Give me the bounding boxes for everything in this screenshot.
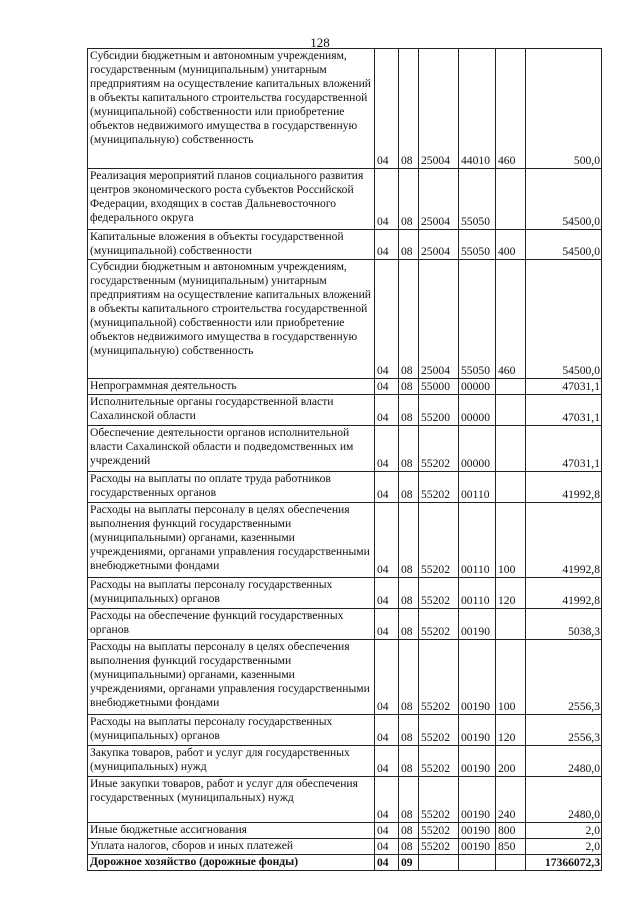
row-description: Расходы на выплаты персоналу государственных (муниципальных) органов: [88, 715, 375, 746]
section-code: 04: [375, 169, 399, 230]
table-row: [88, 169, 602, 230]
section-code: 04: [375, 503, 399, 578]
amount-value: 2556,3: [526, 640, 602, 715]
program-code: 55202: [419, 640, 459, 715]
direction-code: 00110: [459, 472, 496, 503]
subsection-code: 08: [399, 379, 419, 395]
subsection-code: 08: [399, 746, 419, 777]
direction-code: 00190: [459, 823, 496, 839]
table-row: [88, 472, 602, 503]
section-code: 04: [375, 379, 399, 395]
subsection-code: 08: [399, 395, 419, 426]
row-description: Субсидии бюджетным и автономным учреждениям, государственным (муниципальным) унитарным предприятиям на осуществление капитальных вложений в объекты капитального строительства государственной (муниципальной) собственности или приобретение объектов недвижимого имущества в государственную (муниципальную) собственность: [88, 49, 375, 169]
program-code: 25004: [419, 49, 459, 169]
amount-value: 2556,3: [526, 715, 602, 746]
program-code: 55202: [419, 715, 459, 746]
expense-type-code: 240: [496, 777, 526, 823]
direction-code: 00190: [459, 609, 496, 640]
direction-code: 00000: [459, 395, 496, 426]
table-row: [88, 715, 602, 746]
program-code: 55200: [419, 395, 459, 426]
program-code: 55202: [419, 578, 459, 609]
section-code: 04: [375, 609, 399, 640]
direction-code: 00110: [459, 503, 496, 578]
direction-code: 00190: [459, 640, 496, 715]
section-code: 04: [375, 839, 399, 855]
row-description: Иные закупки товаров, работ и услуг для обеспечения государственных (муниципальных) нужд: [88, 777, 375, 823]
program-code: 25004: [419, 230, 459, 260]
amount-value: 54500,0: [526, 260, 602, 379]
row-description: Капитальные вложения в объекты государственной (муниципальной) собственности: [88, 230, 375, 260]
section-code: 04: [375, 260, 399, 379]
amount-value: 2,0: [526, 839, 602, 855]
expense-type-code: 460: [496, 49, 526, 169]
subsection-code: 08: [399, 426, 419, 472]
expense-type-code: 200: [496, 746, 526, 777]
expense-type-code: 120: [496, 715, 526, 746]
table-row: [88, 578, 602, 609]
row-description: Обеспечение деятельности органов исполнительной власти Сахалинской области и подведомственных им учреждений: [88, 426, 375, 472]
amount-value: 2,0: [526, 823, 602, 839]
section-code: 04: [375, 777, 399, 823]
direction-code: 00000: [459, 379, 496, 395]
section-code: 04: [375, 472, 399, 503]
amount-value: 41992,8: [526, 578, 602, 609]
expense-type-code: [496, 609, 526, 640]
row-description: Расходы на выплаты по оплате труда работников государственных органов: [88, 472, 375, 503]
table-row: [88, 426, 602, 472]
table-row: [88, 260, 602, 379]
program-code: 25004: [419, 169, 459, 230]
amount-value: 2480,0: [526, 746, 602, 777]
program-code: 55202: [419, 426, 459, 472]
table-row: [88, 49, 602, 169]
row-description: Исполнительные органы государственной власти Сахалинской области: [88, 395, 375, 426]
amount-value: 41992,8: [526, 472, 602, 503]
table-row: [88, 640, 602, 715]
program-code: 55202: [419, 746, 459, 777]
amount-value: 41992,8: [526, 503, 602, 578]
amount-value: 2480,0: [526, 777, 602, 823]
subsection-code: 08: [399, 49, 419, 169]
expense-type-code: 100: [496, 503, 526, 578]
direction-code: 00190: [459, 746, 496, 777]
table-row: [88, 855, 602, 871]
amount-value: 47031,1: [526, 395, 602, 426]
row-description: Расходы на выплаты персоналу в целях обеспечения выполнения функций государственными (муниципальными) органами, казенными учреждениями, органами управления государственными внебюджетными фондами: [88, 503, 375, 578]
amount-value: 17366072,3: [526, 855, 602, 871]
row-description: Уплата налогов, сборов и иных платежей: [88, 839, 375, 855]
table-row: [88, 609, 602, 640]
amount-value: 54500,0: [526, 230, 602, 260]
subsection-code: 08: [399, 715, 419, 746]
section-code: 04: [375, 823, 399, 839]
program-code: [419, 855, 459, 871]
table-row: [88, 379, 602, 395]
direction-code: 55050: [459, 169, 496, 230]
subsection-code: 08: [399, 260, 419, 379]
direction-code: 00000: [459, 426, 496, 472]
table-row: [88, 823, 602, 839]
row-description: Закупка товаров, работ и услуг для государственных (муниципальных) нужд: [88, 746, 375, 777]
expense-type-code: 460: [496, 260, 526, 379]
program-code: 55202: [419, 839, 459, 855]
subsection-code: 08: [399, 169, 419, 230]
direction-code: [459, 855, 496, 871]
amount-value: 54500,0: [526, 169, 602, 230]
expense-type-code: 800: [496, 823, 526, 839]
section-code: 04: [375, 640, 399, 715]
expense-type-code: [496, 472, 526, 503]
direction-code: 00190: [459, 715, 496, 746]
program-code: 25004: [419, 260, 459, 379]
program-code: 55202: [419, 503, 459, 578]
section-code: 04: [375, 395, 399, 426]
program-code: 55202: [419, 609, 459, 640]
table-body: [88, 49, 602, 871]
direction-code: 00190: [459, 839, 496, 855]
subsection-code: 08: [399, 640, 419, 715]
amount-value: 5038,3: [526, 609, 602, 640]
row-description: Реализация мероприятий планов социального развития центров экономического роста субъектов Российской Федерации, входящих в состав Дальневосточного федерального округа: [88, 169, 375, 230]
subsection-code: 08: [399, 839, 419, 855]
section-code: 04: [375, 746, 399, 777]
row-description: Расходы на выплаты персоналу государственных (муниципальных) органов: [88, 578, 375, 609]
section-code: 04: [375, 230, 399, 260]
row-description: Расходы на выплаты персоналу в целях обеспечения выполнения функций государственными (муниципальными) органами, казенными учреждениями, органами управления государственными внебюджетными фондами: [88, 640, 375, 715]
amount-value: 500,0: [526, 49, 602, 169]
program-code: 55202: [419, 472, 459, 503]
subsection-code: 08: [399, 823, 419, 839]
subsection-code: 08: [399, 777, 419, 823]
expense-type-code: 100: [496, 640, 526, 715]
budget-table: [87, 48, 602, 871]
row-description: Дорожное хозяйство (дорожные фонды): [88, 855, 375, 871]
table-row: [88, 746, 602, 777]
table-row: [88, 839, 602, 855]
expense-type-code: [496, 379, 526, 395]
page-number: 128: [310, 35, 330, 50]
program-code: 55000: [419, 379, 459, 395]
section-code: 04: [375, 855, 399, 871]
table-row: [88, 503, 602, 578]
subsection-code: 08: [399, 472, 419, 503]
table-row: [88, 395, 602, 426]
expense-type-code: 400: [496, 230, 526, 260]
table-row: [88, 230, 602, 260]
row-description: Иные бюджетные ассигнования: [88, 823, 375, 839]
expense-type-code: [496, 855, 526, 871]
row-description: Субсидии бюджетным и автономным учреждениям, государственным (муниципальным) унитарным предприятиям на осуществление капитальных вложений в объекты капитального строительства государственной (муниципальной) собственности или приобретение объектов недвижимого имущества в государственную (муниципальную) собственность: [88, 260, 375, 379]
expense-type-code: 850: [496, 839, 526, 855]
subsection-code: 08: [399, 578, 419, 609]
subsection-code: 09: [399, 855, 419, 871]
direction-code: 44010: [459, 49, 496, 169]
direction-code: 00110: [459, 578, 496, 609]
subsection-code: 08: [399, 503, 419, 578]
subsection-code: 08: [399, 609, 419, 640]
section-code: 04: [375, 715, 399, 746]
section-code: 04: [375, 578, 399, 609]
table-row: [88, 777, 602, 823]
direction-code: 00190: [459, 777, 496, 823]
expense-type-code: [496, 395, 526, 426]
section-code: 04: [375, 49, 399, 169]
program-code: 55202: [419, 777, 459, 823]
direction-code: 55050: [459, 260, 496, 379]
direction-code: 55050: [459, 230, 496, 260]
expense-type-code: 120: [496, 578, 526, 609]
program-code: 55202: [419, 823, 459, 839]
row-description: Непрограммная деятельность: [88, 379, 375, 395]
row-description: Расходы на обеспечение функций государственных органов: [88, 609, 375, 640]
expense-type-code: [496, 426, 526, 472]
amount-value: 47031,1: [526, 426, 602, 472]
section-code: 04: [375, 426, 399, 472]
subsection-code: 08: [399, 230, 419, 260]
expense-type-code: [496, 169, 526, 230]
amount-value: 47031,1: [526, 379, 602, 395]
